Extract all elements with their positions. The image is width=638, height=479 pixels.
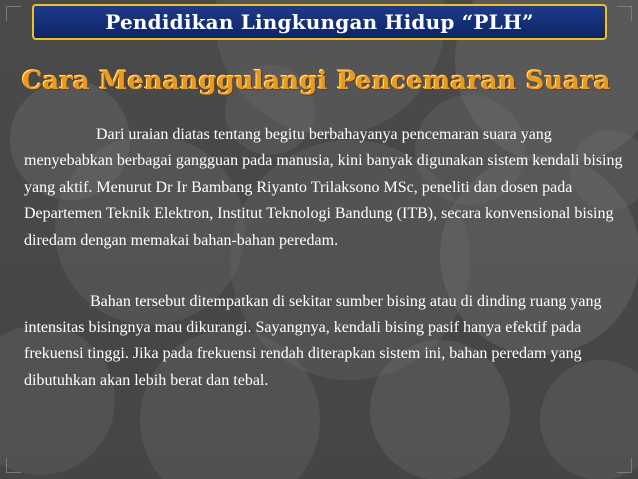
corner-frame-decoration (617, 458, 632, 473)
corner-frame-decoration (6, 6, 21, 21)
paragraph-text: Dari uraian diatas tentang begitu berbahayanya pencemaran suara yang menyebabkan berbagai gangguan pada manusia, kini banyak digunakan sistem kendali bising yang aktif. Menurut Dr Ir Bambang Riyanto Trilaksono MSc, peneliti dan dosen pada Departemen Teknik Elektron, Institut Teknologi Bandung (ITB), secara konvensional bising diredam dengan memakai bahan-bahan peredam. (24, 126, 623, 249)
corner-frame-decoration (6, 458, 21, 473)
paragraph-block-1 (24, 122, 624, 254)
slide-heading: Cara Menanggulangi Pencemaran Suara (22, 66, 611, 96)
paragraph-block-2 (24, 289, 624, 394)
banner-title: Pendidikan Lingkungan Hidup “PLH” (105, 10, 534, 34)
corner-frame-decoration (617, 6, 632, 21)
title-banner (32, 4, 607, 40)
paragraph-text: Bahan tersebut ditempatkan di sekitar sumber bising atau di dinding ruang yang intensitas bisingnya mau dikurangi. Sayangnya, kendali bising pasif hanya efektif pada frekuensi tinggi. Jika pada frekuensi rendah diterapkan sistem ini, bahan peredam yang dibutuhkan akan lebih berat dan tebal. (24, 293, 602, 389)
